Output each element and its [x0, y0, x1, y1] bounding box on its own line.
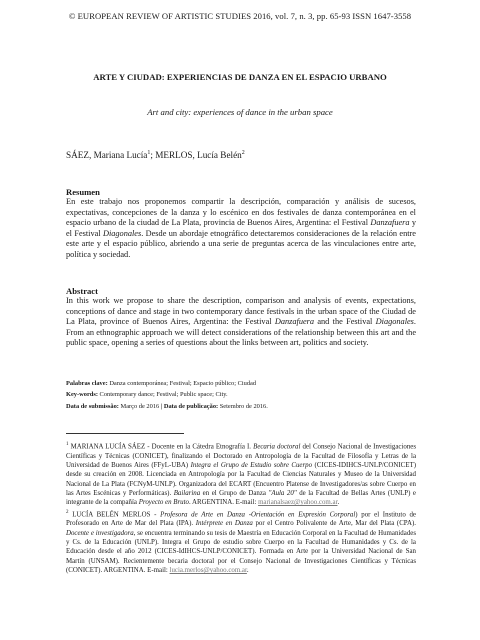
keywords-english-label: Key-words: [66, 391, 98, 399]
resumen-text-2: y el Festival [66, 218, 416, 238]
footnote-1-text: . ARGENTINA. E-mail: [188, 499, 259, 507]
footnote-2 [66, 508, 416, 576]
resumen-text-1: En este trabajo nos proponemos compartir la descripción, comparación y análisis de sucesos, expectativas, concepciones de la danza y lo escénico en dos festivales de danza contemporánea en el espacio urbano de la ciudad de La Plata, provincia de Buenos Aires, Argentina: el Festival [66, 197, 416, 228]
resumen-festival-2: Diagonales [102, 228, 142, 238]
email-link-saez[interactable]: marianalsaez@yahoo.com.ar [258, 499, 338, 507]
resumen-heading: Resumen [66, 187, 100, 197]
footnote-1-text: del Consejo Nacional de Investigaciones Científicas y Técnicas (CONICET), finalizando el Doctorado en Antropología de la Facultad de Filosofía y Letras de la Universidad de Buenos Aires (FFyL-UBA) [66, 443, 417, 469]
footnote-2-text: . [246, 567, 249, 575]
footnote-1 [66, 440, 416, 508]
author-1-footnote-mark[interactable]: 1 [147, 150, 151, 156]
footnote-2-number: 2 [66, 509, 69, 515]
footnote-1-text: . [337, 499, 340, 507]
publication-label: Data de publicação: [163, 402, 219, 410]
footnotes [66, 440, 416, 575]
running-header: © EUROPEAN REVIEW OF ARTISTIC STUDIES 2016, vol. 7, n. 3, pp. 65-93 ISSN 1647-3558 [68, 11, 412, 21]
keywords-english [66, 389, 416, 400]
footnote-2-italic: Profesora de Arte en Danza -Orientación en Expresión Corporal [160, 511, 356, 518]
resumen-festival-1: Danzafuera [370, 218, 410, 228]
abstract-paragraph [66, 296, 416, 349]
abstract-text-2: and the Festival [314, 317, 376, 327]
resumen-text-3: . Desde un abordaje etnográfico detectaremos consideraciones de la relación entre este arte y el espacio público, abriendo a una serie de preguntas acerca de las vinculaciones entre arte, política y sociedad. [66, 228, 416, 259]
footnote-1-italic: Bailarina [173, 490, 201, 498]
footnote-2-text: ) por el Instituto de Profesorado en Arte de Mar del Plata (IPA). [66, 511, 416, 528]
footnote-2-italic: Docente e investigadora [66, 529, 134, 537]
publication-date: Setembro de 2016. [218, 402, 268, 410]
keywords-spanish-label: Palabras clave: [66, 380, 108, 387]
author-line [66, 150, 245, 160]
submission-date: Março de 2016 [118, 402, 160, 410]
author-1: SÁEZ, Mariana Lucía [66, 150, 148, 161]
footnote-1-italic: Becaria doctoral [253, 443, 301, 451]
publication-dates [66, 401, 416, 412]
footnote-1-italic: Integra el Grupo de Estudio sobre Cuerpo [190, 461, 313, 469]
abstract-text-1: In this work we propose to share the description, comparison and analysis of events, expectations, conceptions of dance and stage in two contemporary dance festivals in the urban space of the Ciudad de La Plata, province of Buenos Aires, Argentina: the Festival [66, 296, 416, 327]
footnote-1-italic: Proyecto en Bruto [138, 499, 189, 507]
keywords-spanish-values: Danza contemporánea; Festival; Espacio público; Ciudad [107, 380, 257, 387]
article-subtitle: Art and city: experiences of dance in the urban space [147, 107, 333, 117]
author-separator: ; MERLOS, Lucía Belén [150, 150, 242, 161]
footnote-1-text: (CICES-IDIHCS-UNLP/CONICET) desde su creación en 2008. Licenciada en Antropología por la Facultad de Ciencias Naturales y Museo de la Universidad Nacional de La Plata (FCNyM-UNLP). Organizadora del ECART (Encuentro Platense de Investigadores/as sobre Cuerpo en las Artes Escénicas y Performáticas). [66, 461, 416, 498]
footnote-2-text: , se encuentra terminando su tesis de Maestría en Educación Corporal en la Facultad de Humanidades y Cs. de la Educación (UNLP). Integra el Grupo de estudio sobre Cuerpo en la Facultad de Humanidades y Cs. de la Educación desde el año 2012 (CICES-IdIHCS-UNLP/CONICET). Formada en Arte por la Universidad Nacional de San Martín (UNSAM). Recientemente becaria doctoral por el Consejo Nacional de Investigaciones Científicas y Técnicas (CONICET). ARGENTINA. E-mail: [66, 529, 416, 575]
abstract-festival-1: Danzafuera [274, 317, 315, 327]
footnote-2-text: LUCÍA BELÉN MERLOS - [72, 511, 161, 518]
keywords-spanish [66, 378, 416, 389]
footnote-1-text: en el Grupo de Danza [200, 490, 269, 498]
author-2-footnote-mark[interactable]: 2 [241, 150, 245, 156]
article-metadata [66, 378, 416, 412]
email-link-merlos[interactable]: lucia.merlos@yahoo.com.ar [169, 567, 247, 575]
article-title: ARTE Y CIUDAD: EXPERIENCIAS DE DANZA EN EL ESPACIO URBANO [93, 72, 387, 82]
footnote-1-text: MARIANA LUCÍA SÁEZ - Docente en la Cátedra Etnografía I. [70, 443, 254, 451]
dates-separator: | [159, 402, 164, 410]
footnote-1-text: de la Facultad de Bellas Artes (UNLP) e integrante de la compañía [66, 490, 416, 507]
footnote-2-text: por el Centro Polivalente de Arte, Mar del Plata (CPA). [252, 520, 416, 528]
abstract-festival-2: Diagonales [375, 317, 414, 327]
footnote-divider [66, 433, 184, 434]
footnote-1-number: 1 [66, 442, 69, 447]
footnote-1-italic: "Aula 20" [268, 490, 297, 498]
footnote-2-italic: Intérprete en Danza [195, 520, 253, 528]
submission-label: Data de submissão: [66, 402, 119, 410]
abstract-heading: Abstract [66, 286, 98, 296]
abstract-text-3: . From an ethnographic approach we will detect considerations of the relationship between this art and the public space, opening a series of questions about the links between art, politics and society. [66, 317, 416, 348]
keywords-english-values: Contemporary dance; Festival; Public space; City. [97, 391, 228, 399]
resumen-paragraph [66, 197, 416, 261]
